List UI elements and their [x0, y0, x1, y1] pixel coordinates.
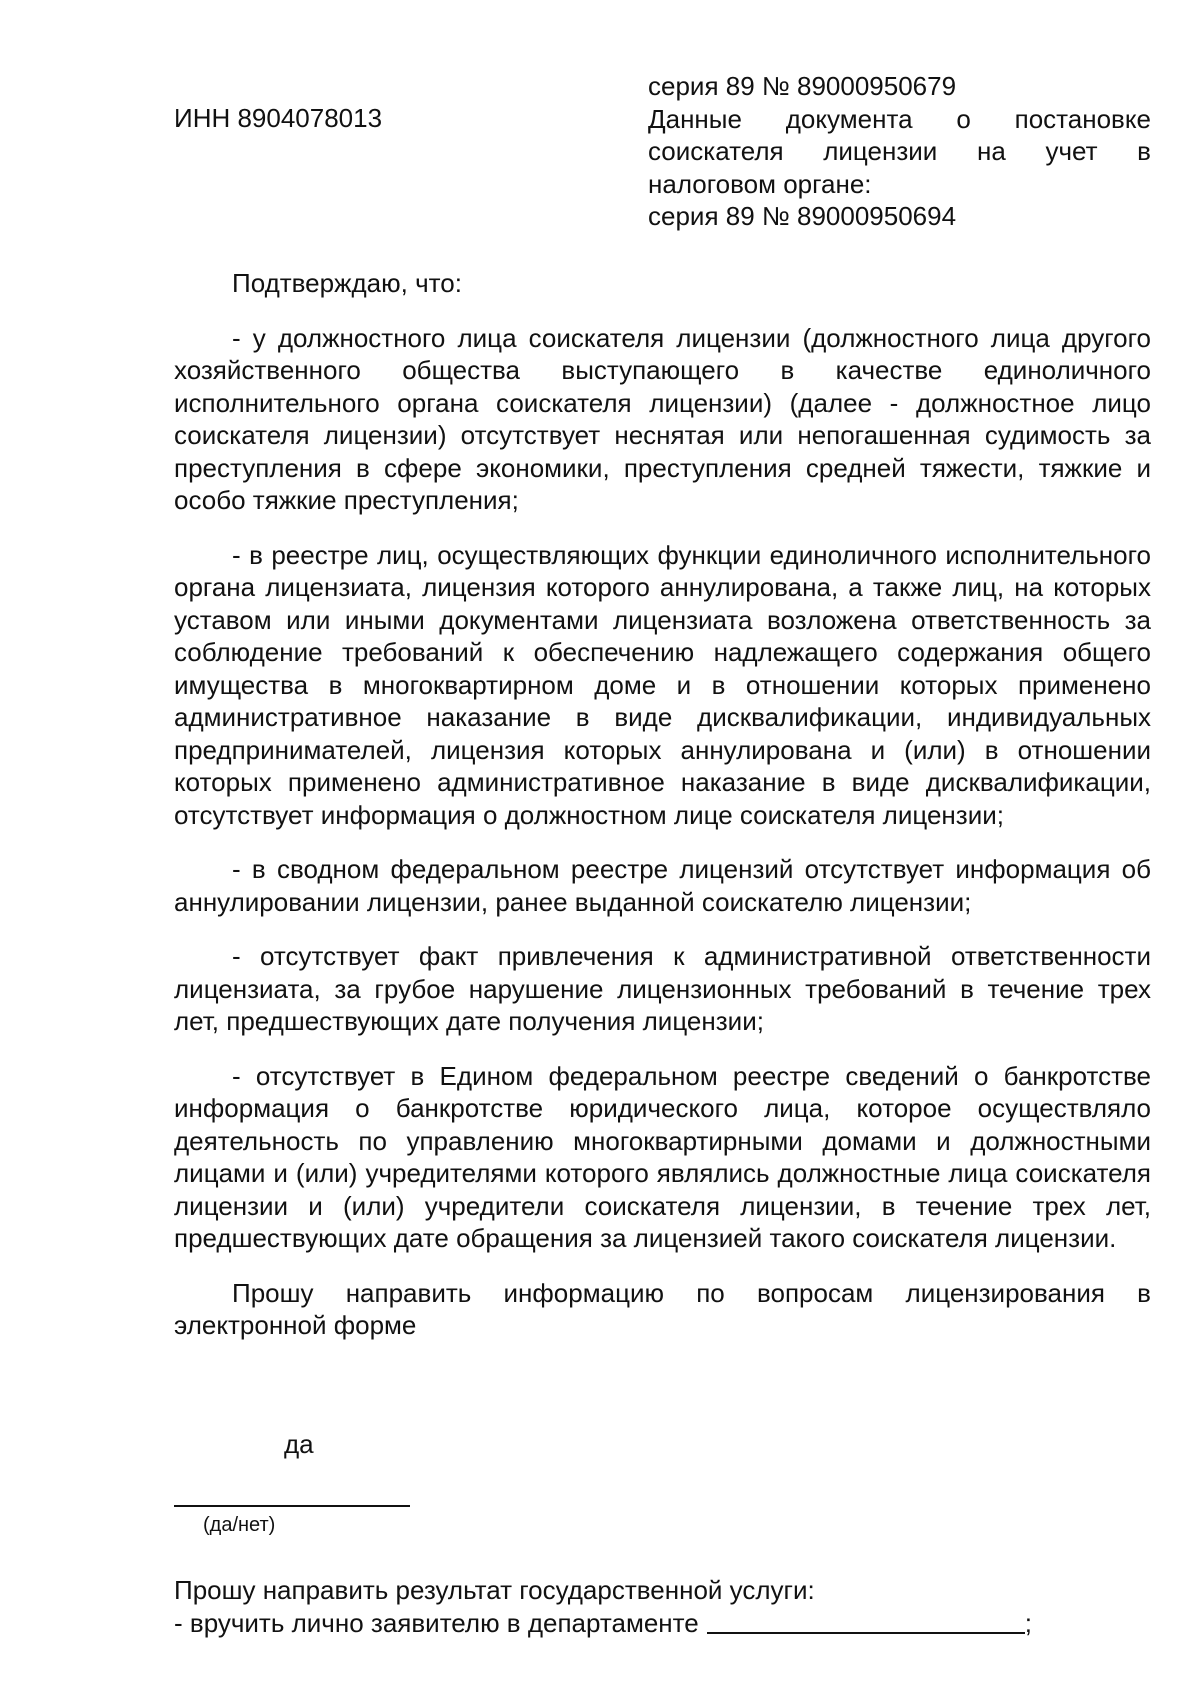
inn-number: ИНН 8904078013	[174, 103, 383, 133]
registration-series-1: серия 89 № 89000950679	[648, 71, 957, 101]
confirmation-paragraph: - отсутствует в Едином федеральном реестре сведений о банкротстве информация о банкротстве юридического лица, которое осуществляло деятельность по управлению многоквартирными домами и должностными лицами и (или) учредителями которого являлись должностные лица соискателя лицензии и (или) учредители соискателя лицензии, в течение трех лет, предшествующих дате обращения за лицензией такого соискателя лицензии.	[174, 1060, 1151, 1253]
electronic-info-request: Прошу направить информацию по вопросам лицензирования в электронной форме	[174, 1277, 1151, 1340]
result-option-end: ;	[1024, 1608, 1032, 1638]
registration-details	[648, 70, 1151, 233]
department-blank-field[interactable]	[707, 1606, 1025, 1634]
tax-registration-caption: Данные документа о постановке соискателя лицензии на учет в налоговом органе:	[648, 103, 1151, 199]
electronic-form-answer[interactable]: да	[284, 1429, 314, 1459]
confirmation-paragraph: - в сводном федеральном реестре лицензий отсутствует информация об аннулировании лицензии, ранее выданной соискателю лицензии;	[174, 854, 1151, 917]
result-option-label: - вручить лично заявителю в департаменте	[174, 1608, 699, 1638]
confirmation-paragraph: - в реестре лиц, осуществляющих функции единоличного исполнительного органа лицензиата, лицензия которого аннулирована, а также лиц, на которых уставом или иными документами лицензиата возложена ответственность за соблюдение требований к обеспечению надлежащего содержания общего имущества в многоквартирном доме и в отношении которых применено административное наказание в виде дисквалификации, индивидуальных предпринимателей, лицензия которых аннулирована и (или) в отношении которых применено административное наказание в виде дисквалификации, отсутствует информация о должностном лице соискателя лицензии;	[174, 539, 1151, 830]
result-delivery-option	[174, 1606, 1032, 1639]
result-delivery-heading: Прошу направить результат государственной услуги:	[174, 1575, 815, 1605]
confirmation-intro: Подтверждаю, что:	[232, 268, 462, 298]
confirmation-paragraph: - отсутствует факт привлечения к административной ответственности лицензиата, за грубое нарушение лицензионных требований в течение трех лет, предшествующих дате получения лицензии;	[174, 941, 1151, 1036]
confirmation-body	[174, 267, 1151, 1342]
answer-hint: (да/нет)	[203, 1514, 276, 1536]
answer-underline	[174, 1505, 410, 1507]
registration-series-2: серия 89 № 89000950694	[648, 201, 957, 231]
confirmation-paragraph: - у должностного лица соискателя лицензии (должностного лица другого хозяйственного общества выступающего в качестве единоличного исполнительного органа соискателя лицензии) (далее - должностное лицо соискателя лицензии) отсутствует неснятая или непогашенная судимость за преступления в сфере экономики, преступления средней тяжести, тяжкие и особо тяжкие преступления;	[174, 322, 1151, 515]
